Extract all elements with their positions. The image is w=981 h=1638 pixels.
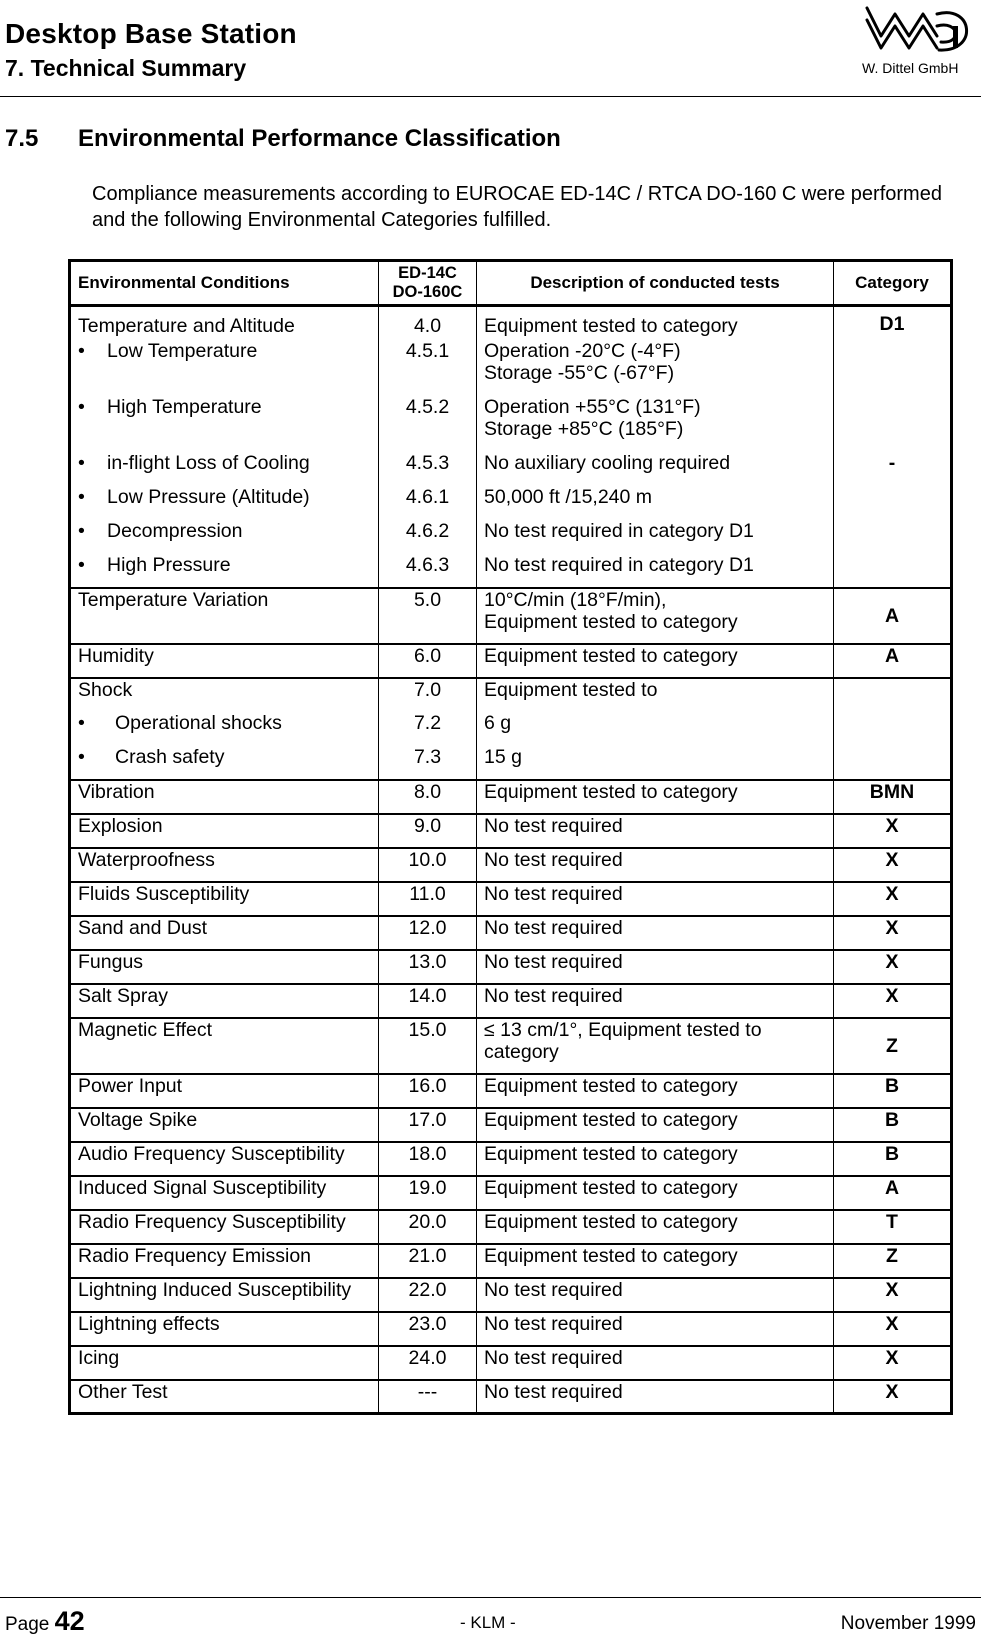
category-cell: Z xyxy=(834,1018,952,1074)
description-cell: No test required xyxy=(477,814,834,848)
description-cell: No test required xyxy=(477,984,834,1018)
code-cell: 17.0 xyxy=(379,1108,477,1142)
logo-text: W. Dittel GmbH xyxy=(862,60,959,76)
condition-cell: Temperature Variation xyxy=(70,588,379,644)
table-row xyxy=(70,554,952,588)
description-cell: Equipment tested to category xyxy=(477,1176,834,1210)
code-cell: 19.0 xyxy=(379,1176,477,1210)
condition-cell: Lightning effects xyxy=(70,1312,379,1346)
table-row xyxy=(70,1278,952,1312)
category-cell: X xyxy=(834,984,952,1018)
category-cell: B xyxy=(834,1108,952,1142)
category-cell: X xyxy=(834,848,952,882)
condition-cell: Humidity xyxy=(70,644,379,678)
environmental-table xyxy=(68,259,953,1415)
code-cell: 7.3 xyxy=(379,746,477,780)
description-cell: 50,000 ft /15,240 m xyxy=(477,486,834,520)
condition-cell: • High Temperature xyxy=(70,396,379,452)
description-cell: No test required in category D1 xyxy=(477,554,834,588)
bullet-icon: • xyxy=(78,485,85,508)
category-cell: D1 xyxy=(834,306,952,340)
bullet-icon: • xyxy=(78,745,85,768)
category-cell: X xyxy=(834,814,952,848)
code-cell: 11.0 xyxy=(379,882,477,916)
condition-cell: Vibration xyxy=(70,780,379,814)
code-cell: 4.6.3 xyxy=(379,554,477,588)
condition-cell: • in-flight Loss of Cooling xyxy=(70,452,379,486)
description-cell: No test required xyxy=(477,1278,834,1312)
code-cell: 13.0 xyxy=(379,950,477,984)
condition-cell: Other Test xyxy=(70,1380,379,1414)
table-header-row xyxy=(70,261,952,306)
description-cell: No test required xyxy=(477,1346,834,1380)
category-cell xyxy=(834,712,952,746)
table-row xyxy=(70,1074,952,1108)
description-cell: Equipment tested to category xyxy=(477,1108,834,1142)
table-row xyxy=(70,588,952,644)
section-intro: Compliance measurements according to EUROCAE ED-14C / RTCA DO-160 C were performed and the following Environmental Categories fulfilled. xyxy=(92,183,942,231)
code-cell: 16.0 xyxy=(379,1074,477,1108)
code-cell: 10.0 xyxy=(379,848,477,882)
code-cell: 8.0 xyxy=(379,780,477,814)
table-row xyxy=(70,486,952,520)
bullet-icon: • xyxy=(78,553,85,576)
condition-cell: Waterproofness xyxy=(70,848,379,882)
code-cell: 4.6.2 xyxy=(379,520,477,554)
condition-cell: Radio Frequency Emission xyxy=(70,1244,379,1278)
description-cell: No test required xyxy=(477,848,834,882)
category-cell: B xyxy=(834,1142,952,1176)
category-cell: X xyxy=(834,950,952,984)
table-row xyxy=(70,306,952,340)
document-title: Desktop Base Station xyxy=(5,18,297,49)
code-cell: 9.0 xyxy=(379,814,477,848)
description-cell: Equipment tested to category xyxy=(477,1210,834,1244)
bullet-icon: • xyxy=(78,519,85,542)
bullet-icon: • xyxy=(78,711,85,734)
header-code xyxy=(379,261,477,306)
table-row xyxy=(70,848,952,882)
description-cell: Equipment tested to category xyxy=(477,780,834,814)
description-cell: Equipment tested to category xyxy=(477,644,834,678)
footer-divider xyxy=(0,1597,981,1598)
code-cell: 7.2 xyxy=(379,712,477,746)
category-cell xyxy=(834,746,952,780)
footer-date: November 1999 xyxy=(840,1613,976,1634)
category-cell: X xyxy=(834,916,952,950)
condition-cell: • Crash safety xyxy=(70,746,379,780)
table-row xyxy=(70,746,952,780)
condition-cell: Fluids Susceptibility xyxy=(70,882,379,916)
category-cell: X xyxy=(834,1312,952,1346)
description-cell: Equipment tested to category xyxy=(477,306,834,340)
document-subtitle: 7. Technical Summary xyxy=(5,55,247,81)
description-cell: No test required xyxy=(477,1312,834,1346)
condition-cell: • Low Temperature xyxy=(70,340,379,396)
code-cell: 14.0 xyxy=(379,984,477,1018)
code-cell: 4.5.3 xyxy=(379,452,477,486)
code-cell: 21.0 xyxy=(379,1244,477,1278)
category-cell xyxy=(834,678,952,712)
table-row xyxy=(70,678,952,712)
condition-cell: Sand and Dust xyxy=(70,916,379,950)
description-cell: No test required xyxy=(477,1380,834,1414)
condition-cell: • Decompression xyxy=(70,520,379,554)
table-row xyxy=(70,1176,952,1210)
table-row xyxy=(70,1142,952,1176)
table-row xyxy=(70,452,952,486)
code-cell: 4.5.1 xyxy=(379,340,477,396)
table-row xyxy=(70,1312,952,1346)
condition-cell: Salt Spray xyxy=(70,984,379,1018)
code-cell: 4.5.2 xyxy=(379,396,477,452)
category-cell: X xyxy=(834,882,952,916)
category-cell xyxy=(834,340,952,396)
condition-cell: Icing xyxy=(70,1346,379,1380)
code-cell: 15.0 xyxy=(379,1018,477,1074)
category-cell xyxy=(834,486,952,520)
table-row xyxy=(70,1210,952,1244)
table-row xyxy=(70,1380,952,1414)
description-cell: No auxiliary cooling required xyxy=(477,452,834,486)
table-row xyxy=(70,950,952,984)
description-cell: No test required in category D1 xyxy=(477,520,834,554)
section-title: Environmental Performance Classification xyxy=(78,125,561,152)
description-cell: No test required xyxy=(477,882,834,916)
condition-cell: Radio Frequency Susceptibility xyxy=(70,1210,379,1244)
table-row xyxy=(70,520,952,554)
code-cell: 5.0 xyxy=(379,588,477,644)
bullet-icon: • xyxy=(78,395,85,418)
code-cell: 20.0 xyxy=(379,1210,477,1244)
table-row xyxy=(70,984,952,1018)
table-row xyxy=(70,712,952,746)
table-row xyxy=(70,1108,952,1142)
category-cell: T xyxy=(834,1210,952,1244)
description-cell: 10°C/min (18°F/min), Equipment tested to category xyxy=(477,588,834,644)
category-cell: X xyxy=(834,1346,952,1380)
code-cell: 4.0 xyxy=(379,306,477,340)
condition-cell: Voltage Spike xyxy=(70,1108,379,1142)
header-category: Category xyxy=(834,261,952,306)
condition-cell: Explosion xyxy=(70,814,379,848)
description-cell: 6 g xyxy=(477,712,834,746)
category-cell xyxy=(834,554,952,588)
category-cell: B xyxy=(834,1074,952,1108)
description-cell: Operation -20°C (-4°F) Storage -55°C (-67°F) xyxy=(477,340,834,396)
code-cell: 12.0 xyxy=(379,916,477,950)
bullet-icon: • xyxy=(78,451,85,474)
category-cell: BMN xyxy=(834,780,952,814)
condition-cell: Power Input xyxy=(70,1074,379,1108)
code-cell: 24.0 xyxy=(379,1346,477,1380)
description-cell: Equipment tested to category xyxy=(477,1244,834,1278)
table-row xyxy=(70,1018,952,1074)
code-cell: 4.6.1 xyxy=(379,486,477,520)
condition-cell: Audio Frequency Susceptibility xyxy=(70,1142,379,1176)
category-cell: A xyxy=(834,588,952,644)
header-description: Description of conducted tests xyxy=(477,261,834,306)
condition-cell: Induced Signal Susceptibility xyxy=(70,1176,379,1210)
table-row xyxy=(70,814,952,848)
header-code-line1: ED-14C xyxy=(398,264,457,282)
code-cell: 7.0 xyxy=(379,678,477,712)
page-label: Page xyxy=(5,1614,50,1635)
condition-cell: • Operational shocks xyxy=(70,712,379,746)
category-cell: Z xyxy=(834,1244,952,1278)
page-number-value: 42 xyxy=(54,1606,85,1636)
condition-cell: • High Pressure xyxy=(70,554,379,588)
header-divider xyxy=(0,96,981,97)
condition-cell: Temperature and Altitude xyxy=(70,306,379,340)
description-cell: Equipment tested to category xyxy=(477,1142,834,1176)
condition-cell: Shock xyxy=(70,678,379,712)
category-cell: A xyxy=(834,644,952,678)
table-row xyxy=(70,916,952,950)
table-row xyxy=(70,340,952,396)
condition-cell: Magnetic Effect xyxy=(70,1018,379,1074)
category-cell: X xyxy=(834,1278,952,1312)
description-cell: No test required xyxy=(477,916,834,950)
code-cell: 18.0 xyxy=(379,1142,477,1176)
condition-cell: • Low Pressure (Altitude) xyxy=(70,486,379,520)
code-cell: 22.0 xyxy=(379,1278,477,1312)
table-row xyxy=(70,644,952,678)
category-cell xyxy=(834,520,952,554)
description-cell: Equipment tested to category xyxy=(477,1074,834,1108)
description-cell: ≤ 13 cm/1°, Equipment tested to category xyxy=(477,1018,834,1074)
table-row xyxy=(70,396,952,452)
page-number xyxy=(5,1606,85,1637)
bullet-icon: • xyxy=(78,339,85,362)
header-conditions: Environmental Conditions xyxy=(70,261,379,306)
description-cell: Operation +55°C (131°F) Storage +85°C (185°F) xyxy=(477,396,834,452)
code-cell: 23.0 xyxy=(379,1312,477,1346)
category-cell xyxy=(834,396,952,452)
table-row xyxy=(70,1244,952,1278)
section-number: 7.5 xyxy=(5,125,39,152)
category-cell: X xyxy=(834,1380,952,1414)
condition-cell: Lightning Induced Susceptibility xyxy=(70,1278,379,1312)
description-cell: Equipment tested to xyxy=(477,678,834,712)
table-row xyxy=(70,1346,952,1380)
code-cell: 6.0 xyxy=(379,644,477,678)
table-row xyxy=(70,882,952,916)
category-cell: - xyxy=(834,452,952,486)
condition-cell: Fungus xyxy=(70,950,379,984)
header-code-line2: DO-160C xyxy=(392,283,463,301)
description-cell: No test required xyxy=(477,950,834,984)
code-cell: --- xyxy=(379,1380,477,1414)
table-row xyxy=(70,780,952,814)
category-cell: A xyxy=(834,1176,952,1210)
description-cell: 15 g xyxy=(477,746,834,780)
footer-center: - KLM - xyxy=(460,1613,516,1632)
